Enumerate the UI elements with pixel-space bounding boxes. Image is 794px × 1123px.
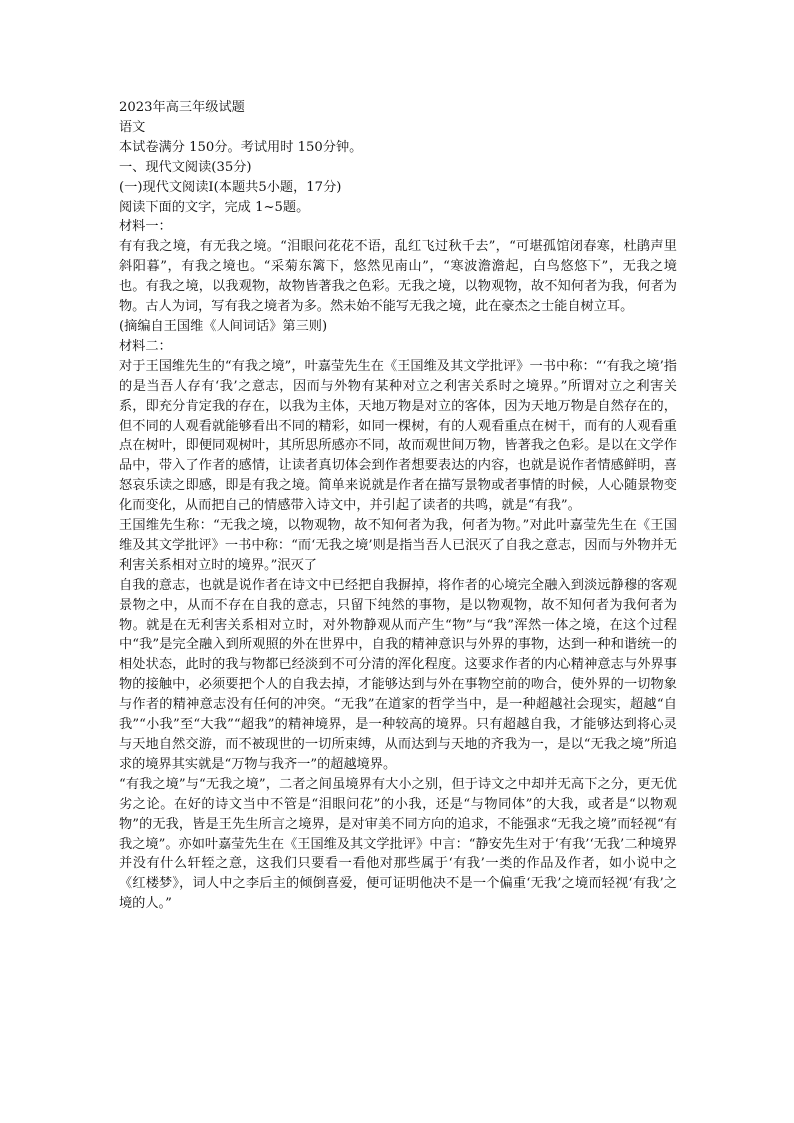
material-two-paragraph: 对于王国维先生的“有我之境”，叶嘉莹先生在《王国维及其文学批评》一书中称：“‘有我之境’指的是当吾人存有‘我’之意志，因而与外物有某种对立之利害关系时之境界。”所谓对立之利害关系，即充分肯定我的存在，以我为主体，天地万物是对立的客体，因为天地万物是自然存在的，但不同的人观看就能够看出不同的精彩，如同一棵树，有的人观看重点在树干，而有的人观看重点在树叶，即便同观树叶，其所思所感亦不同，故而观世间万物，皆著我之色彩。是以在文学作品中，带入了作者的感情，让读者真切体会到作者想要表达的内容，也就是说作者情感鲜明，喜怒哀乐读之即感，即是有我之境。简单来说就是作者在描写景物或者事情的时候，人心随景物变化而变化，从而把自己的情感带入诗文中，并引起了读者的共鸣，就是“有我”。 — [119, 358, 677, 514]
material-two-paragraph: 王国维先生称：“无我之境，以物观物，故不知何者为我，何者为物。”对此叶嘉莹先生在《王国维及其文学批评》一书中称：“而‘无我之境’则是指当吾人已泯灭了自我之意志，因而与外物并无利害关系相对立时的境界。”泯灭了 — [119, 518, 677, 573]
exam-page — [119, 98, 677, 914]
material-one-label: 材料一： — [119, 219, 172, 235]
exam-instructions: 本试卷满分 150分。考试用时 150分钟。 — [119, 139, 363, 155]
subject-label: 语文 — [119, 119, 146, 135]
material-two-body — [119, 357, 677, 914]
material-one-text: 有有我之境，有无我之境。“泪眼问花花不语，乱红飞过秋千去”，“可堪孤馆闭春寒，杜鹃声里斜阳暮”，有我之境也。“采菊东篱下，悠然见南山”，“寒波澹澹起，白鸟悠悠下”，无我之境也。有我之境，以我观物，故物皆著我之色彩。无我之境，以物观物，故不知何者为我，何者为物。古人为词，写有我之境者为多。然未始不能写无我之境，此在豪杰之士能自树立耳。 — [119, 239, 677, 315]
exam-title: 2023年高三年级试题 — [119, 100, 245, 115]
material-two-paragraph: “有我之境”与“无我之境”，二者之间虽境界有大小之别，但于诗文之中却并无高下之分，更无优劣之论。在好的诗文当中不管是“泪眼问花”的小我，还是“与物同体”的大我，或者是“以物观物”的无我，皆是王先生所言之境界，是对审美不同方向的追求，不能强求“无我之境”而轻视“有我之境”。亦如叶嘉莹先生在《王国维及其文学批评》中言：“静安先生对于‘有我’‘无我’二种境界并没有什么轩轾之意，这我们只要看一看他对那些属于‘有我’一类的作品及作者，如小说中之《红楼梦》，词人中之李后主的倾倒喜爱，便可证明他决不是一个偏重‘无我’之境而轻视‘有我’之境的人。” — [119, 776, 677, 912]
material-one-body — [119, 237, 677, 317]
subsection-heading: (一)现代文阅读Ⅰ(本题共5小题，17分) — [119, 179, 342, 195]
material-one-source: (摘编自王国维《人间词话》第三则) — [119, 318, 328, 334]
reading-directions: 阅读下面的文字，完成 1~5题。 — [119, 199, 310, 215]
material-two-label: 材料二： — [119, 338, 172, 354]
section-heading: 一、现代文阅读(35分) — [119, 159, 252, 175]
material-two-paragraph: 自我的意志，也就是说作者在诗文中已经把自我摒掉，将作者的心境完全融入到淡远静穆的客观景物之中，从而不存在自我的意志，只留下纯然的事物，是以物观物，故不知何者为我何者为物。就是在无利害关系相对立时，对外物静观从而产生“物”与“我”浑然一体之境，在这个过程中“我”是完全融入到所观照的外在世界中，自我的精神意识与外界的事物，达到一种和谐统一的相处状态，此时的我与物都已经淡到不可分清的浑化程度。这要求作者的内心精神意志与外界事物的接触中，必须要把个人的自我去掉，才能够达到与外在事物空前的吻合，使外界的一切物象与作者的精神意志没有任何的冲突。“无我”在道家的哲学当中，是一种超越社会现实，超越“自我”“小我”至“大我”“超我”的精神境界，是一种较高的境界。只有超越自我，才能够达到将心灵与天地自然交游，而不被现世的一切所束缚，从而达到与天地的齐我为一，是以“无我之境”所追求的境界其实就是“万物与我齐一”的超越境界。 — [119, 577, 677, 772]
